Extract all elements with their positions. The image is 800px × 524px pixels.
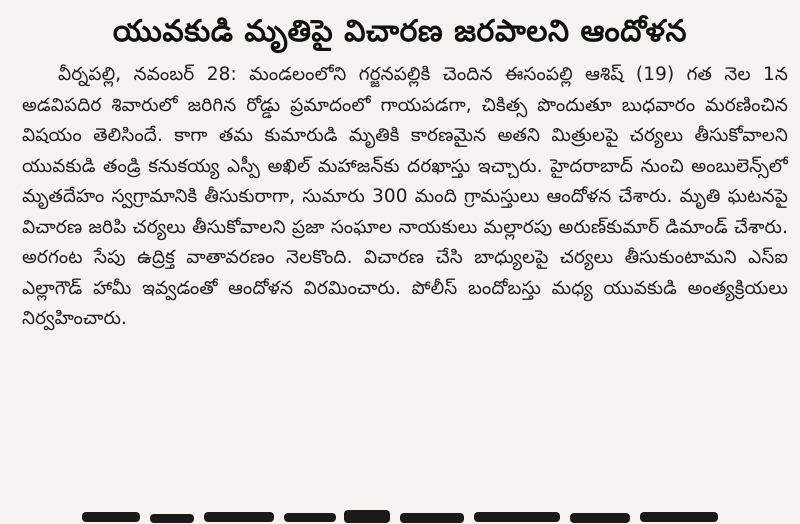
next-article-headline-fragment [0, 504, 800, 524]
article-headline: యువకుడి మృతిపై విచారణ జరపాలని ఆందోళన [112, 14, 688, 49]
article-body: వీర్నపల్లి, నవంబర్ 28: మండలంలోని గర్జనపల్లికి చెందిన ఈసంపల్లి ఆశిష్ (19) గత నెల 1న అడవిపదిర శివారులో జరిగిన రోడ్డు ప్రమాదంలో గాయపడగా, చికిత్స పొందుతూ బుధవారం మరణించిన విషయం తెలిసిందే. కాగా తమ కుమారుడి మృతికి కారణమైన అతని మిత్రులపై చర్యలు తీసుకోవాలని యువకుడి తండ్రి కనుకయ్య ఎస్పీ అఖిల్ మహాజన్‌కు దరఖాస్తు ఇచ్చారు. హైదరాబాద్ నుంచి అంబులెన్స్‌లో మృతదేహం స్వగ్రామానికి తీసుకురాగా, సుమారు 300 మంది గ్రామస్తులు ఆందోళన చేశారు. మృతి ఘటనపై విచారణ జరిపి చర్యలు తీసుకోవాలని ప్రజా సంఘాల నాయకులు మల్లారపు అరుణ్‌కుమార్ డిమాండ్ చేశారు. అరగంట సేపు ఉద్రిక్త వాతావరణం నెలకొంది. విచారణ చేసి బాధ్యులపై చర్యలు తీసుకుంటామని ఎస్ఐ ఎల్లాగౌడ్ హామీ ఇవ్వడంతో ఆందోళన విరమించారు. పోలీస్ బందోబస్తు మధ్య యువకుడి అంత్యక్రియలు నిర్వహించారు. [22, 64, 788, 329]
cut-off-text-strokes [82, 510, 718, 524]
